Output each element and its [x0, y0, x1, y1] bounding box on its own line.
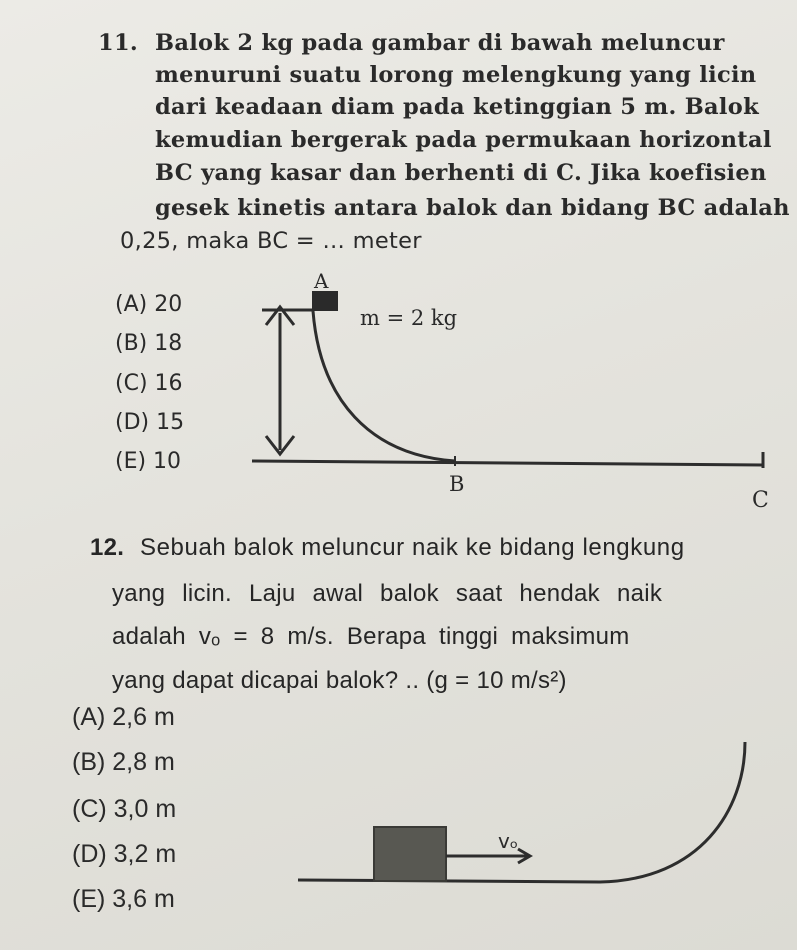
option-c[interactable]: (C) 16 — [115, 371, 183, 396]
question-text-line: adalah vₒ = 8 m/s. Berapa tinggi maksimum — [112, 623, 630, 650]
option-b[interactable]: (B) 2,8 m — [72, 748, 175, 776]
velocity-label: vₒ — [498, 829, 519, 853]
option-a[interactable]: (A) 20 — [115, 292, 183, 317]
option-d[interactable]: (D) 15 — [115, 410, 185, 435]
horizontal-surface — [252, 461, 763, 465]
question-text-line: 0,25, maka BC = … meter — [120, 228, 422, 254]
question-text-line: kemudian bergerak pada permukaan horizontal — [155, 127, 772, 153]
mass-label: m = 2 kg — [360, 306, 458, 330]
question-text-line: gesek kinetis antara balok dan bidang BC adalah — [155, 195, 790, 221]
curved-ramp-diagram — [0, 730, 797, 950]
question-number: 12. — [90, 534, 125, 561]
question-number: 11. — [98, 30, 139, 56]
label-a: A — [314, 269, 329, 293]
option-c[interactable]: (C) 3,0 m — [72, 795, 177, 823]
option-b[interactable]: (B) 18 — [115, 331, 183, 356]
question-text-line: Sebuah balok meluncur naik ke bidang lengkung — [140, 534, 685, 561]
block-a — [312, 291, 338, 311]
option-e[interactable]: (E) 10 — [115, 449, 182, 474]
option-a[interactable]: (A) 2,6 m — [72, 703, 175, 731]
curved-track — [313, 311, 455, 461]
label-c: C — [752, 488, 769, 513]
block — [374, 827, 446, 881]
question-text-line: dari keadaan diam pada ketinggian 5 m. Balok — [155, 94, 759, 120]
question-text-line: Balok 2 kg pada gambar di bawah meluncur — [155, 30, 725, 56]
question-text-line: BC yang kasar dan berhenti di C. Jika koefisien — [155, 160, 767, 186]
question-text-line: yang licin. Laju awal balok saat hendak naik — [112, 580, 663, 607]
question-text-line: yang dapat dicapai balok? .. (g = 10 m/s²) — [112, 667, 567, 694]
option-e[interactable]: (E) 3,6 m — [72, 885, 175, 913]
label-b: B — [449, 472, 465, 496]
question-text-line: menuruni suatu lorong melengkung yang licin — [155, 62, 757, 88]
option-d[interactable]: (D) 3,2 m — [72, 840, 177, 868]
